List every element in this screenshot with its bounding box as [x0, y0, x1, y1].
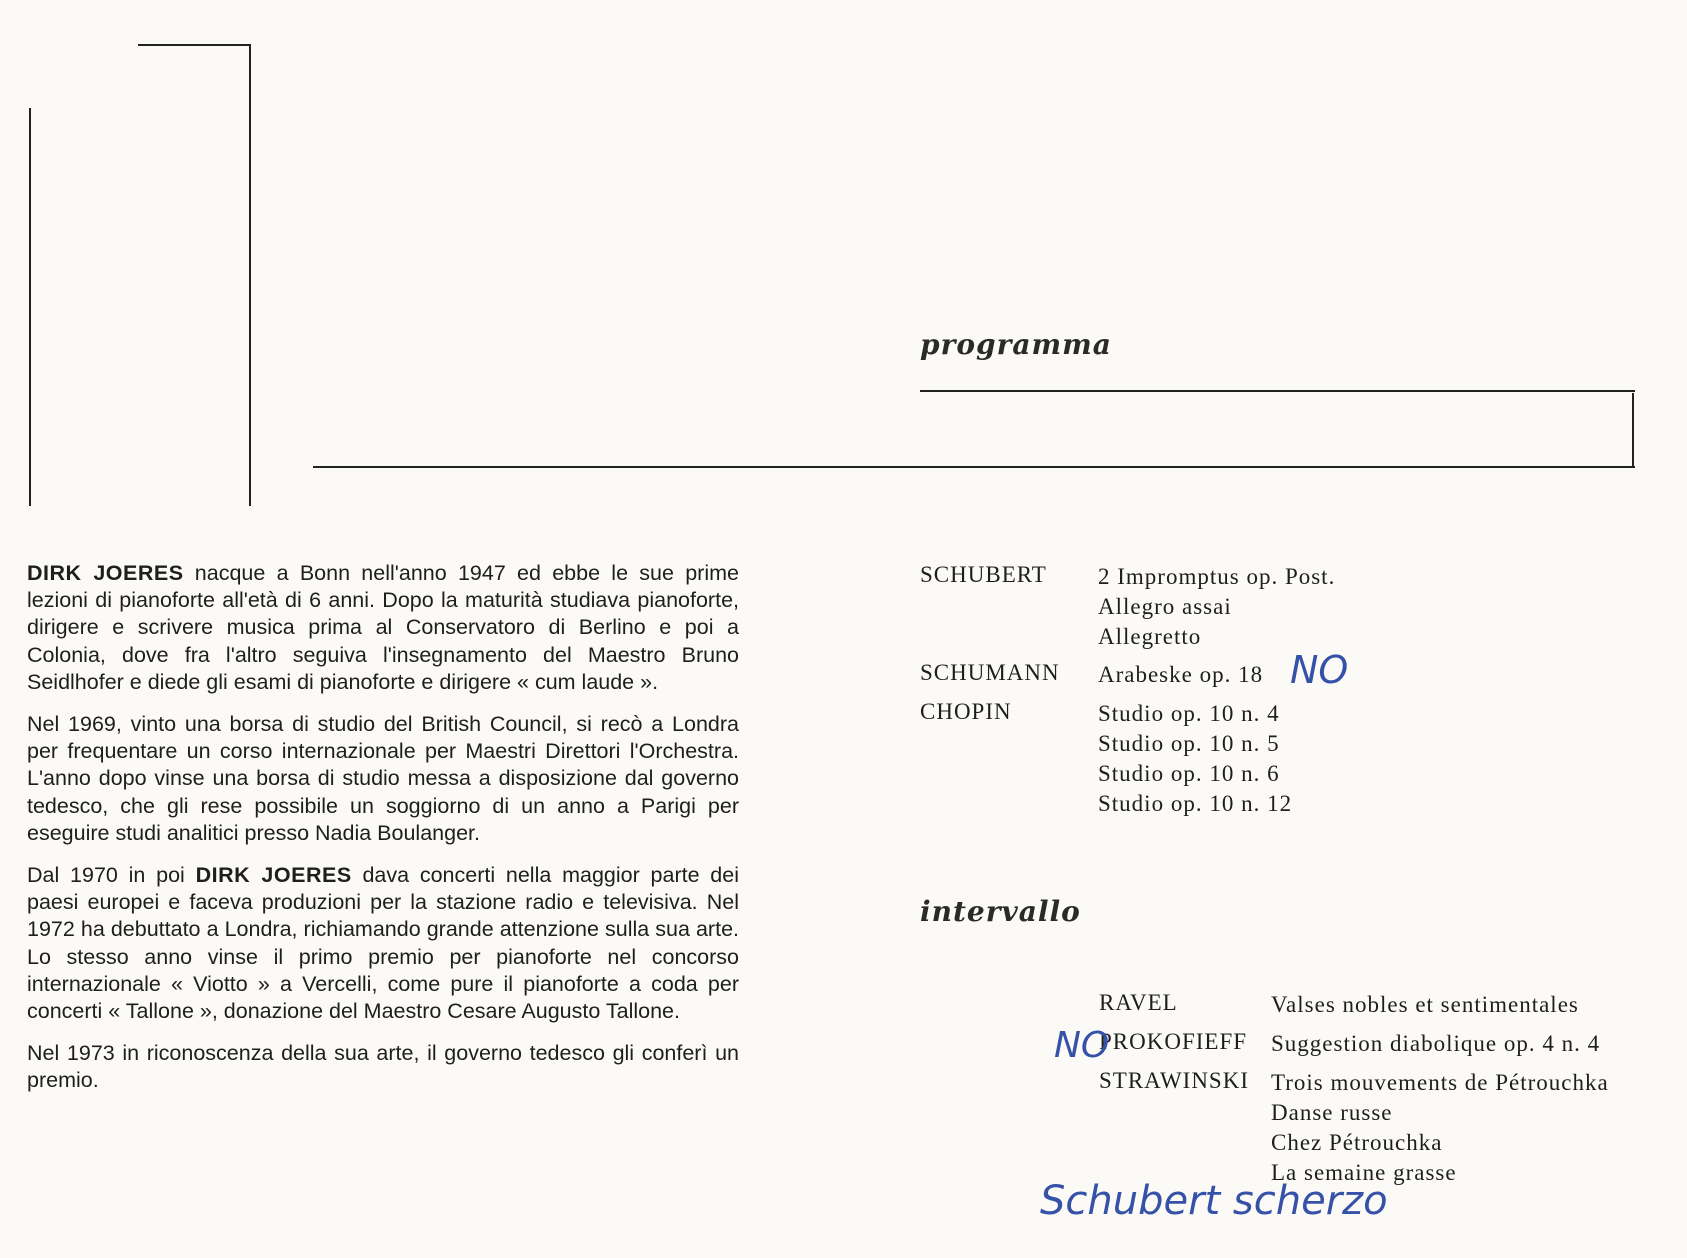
work-title: Chez Pétrouchka	[1271, 1130, 1443, 1155]
bio-text: nacque a Bonn nell'anno 1947 ed ebbe le sue prime lezioni di pianoforte all'età di 6 anni. Dopo la maturità studiava pianoforte, dirigere e scrivere musica prima al Conservatoro di Berlino e poi a Colonia, dove fra l'altro seguiva l'insegnamento del Maestro Bruno Seidlhofer e diede gli esami di pianoforte e dirigere « cum laude ».	[27, 561, 739, 694]
work-title: Danse russe	[1271, 1100, 1393, 1125]
work-title: Studio op. 10 n. 5	[1098, 731, 1280, 756]
biography	[27, 560, 739, 1110]
bio-text: Nel 1973 in riconoscenza della sua arte, il governo tedesco gli conferì un premio.	[27, 1041, 739, 1093]
artist-name: DIRK JOERES	[27, 561, 184, 585]
work-title: Trois mouvements de Pétrouchka	[1271, 1070, 1609, 1095]
handwritten-no-prokofieff: NO	[1054, 1025, 1110, 1066]
handwritten-no-schumann: NO	[1290, 648, 1349, 692]
program-title-underline	[920, 390, 1635, 392]
frame-left-vertical-line	[29, 108, 31, 506]
composer-name: SCHUMANN	[920, 660, 1060, 685]
work-list	[1271, 1068, 1609, 1188]
work-list	[1098, 699, 1292, 819]
frame-bottom-horizontal-line	[313, 466, 1635, 468]
frame-top-left-line	[138, 44, 251, 46]
bio-paragraph-2	[27, 711, 739, 847]
work-title: Suggestion diabolique op. 4 n. 4	[1271, 1031, 1601, 1056]
work-title: Studio op. 10 n. 4	[1098, 701, 1280, 726]
work-title: Studio op. 10 n. 6	[1098, 761, 1280, 786]
composer-name: RAVEL	[1099, 990, 1178, 1015]
composer-name: CHOPIN	[920, 699, 1012, 724]
program-title: programma	[920, 328, 1112, 361]
work-title: Arabeske op. 18	[1098, 662, 1264, 687]
work-list	[1271, 1029, 1600, 1059]
work-list	[1271, 990, 1579, 1020]
composer-name: PROKOFIEFF	[1099, 1029, 1248, 1054]
intermission-heading: intervallo	[920, 895, 1081, 928]
work-title: Allegro assai	[1098, 594, 1232, 619]
work-list	[1098, 562, 1335, 652]
bio-paragraph-3	[27, 862, 739, 1025]
work-list	[1098, 660, 1263, 690]
bio-text: dava concerti nella maggior parte dei paesi europei e faceva produzioni per la stazione radio e televisiva. Nel 1972 ha debuttato a Londra, richiamando grande attenzione sulla sua arte. Lo stesso anno vinse il primo premio per pianoforte nel concorso internazionale « Viotto » a Vercelli, come pure il pianoforte a coda per concerti « Tallone », donazione del Maestro Cesare Augusto Tallone.	[27, 863, 739, 1024]
bio-text: Nel 1969, vinto una borsa di studio del British Council, si recò a Londra per frequentare un corso internazionale per Maestri Direttori l'Orchestra. L'anno dopo vinse una borsa di studio messa a disposizione dal governo tedesco, che gli rese possibile un soggiorno di un anno a Parigi per eseguire studi analitici presso Nadia Boulanger.	[27, 712, 739, 845]
work-title: Valses nobles et sentimentales	[1271, 992, 1579, 1017]
bio-text: Dal 1970 in poi	[27, 863, 196, 888]
work-title: La semaine grasse	[1271, 1160, 1457, 1185]
composer-name: SCHUBERT	[920, 562, 1047, 587]
artist-name: DIRK JOERES	[195, 863, 352, 888]
composer-name: STRAWINSKI	[1099, 1068, 1249, 1093]
work-title: Studio op. 10 n. 12	[1098, 791, 1293, 816]
frame-right-vertical-line	[1632, 393, 1634, 467]
bio-paragraph-4	[27, 1040, 739, 1094]
frame-inner-vertical-line	[249, 44, 251, 506]
bio-paragraph-1	[27, 560, 739, 696]
handwritten-footer-note: Schubert scherzo	[1040, 1178, 1388, 1224]
work-title: Allegretto	[1098, 624, 1202, 649]
work-title: 2 Impromptus op. Post.	[1098, 564, 1336, 589]
